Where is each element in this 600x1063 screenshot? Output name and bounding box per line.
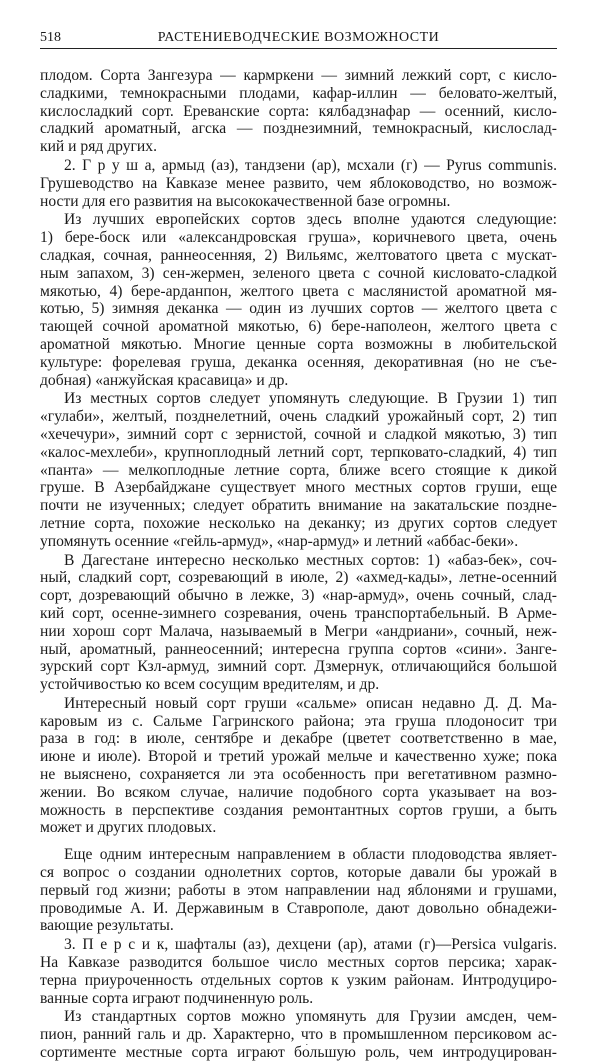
text-line: сладкими, темнокрасными плодами, кафар-иллин — беловато-желтый,	[40, 84, 557, 102]
text-line: нии хорош сорт Малача, называемый в Мегри «андриани», сочный, неж-	[40, 622, 557, 640]
text-line: ный, сладкий сорт, созревающий в июле, 2) «ахмед-кады», летне-осенний	[40, 569, 557, 587]
text-line: упомянуть осенние «гейль-армуд», «нар-армуд» и летний «аббас-беки».	[40, 532, 519, 550]
text-line: первый год жизни; работы в этом направлении над яблонями и грушами,	[40, 881, 557, 899]
text-line: можность в перспективе создания ремонтантных сортов груши, а быть	[40, 801, 557, 819]
paragraph	[40, 67, 557, 156]
text-line: кислосладкий сорт. Ереванские сорта: кялбадзнафар — осенний, кисло-	[40, 102, 557, 120]
text-line: Грушеводство на Кавказе менее развито, чем яблоководство, но возмож-	[40, 174, 557, 192]
text-line: кий и ряд других.	[40, 138, 157, 156]
text-line: ный, ароматный, раннеосенний; интересна группа сортов «сини». Занге-	[40, 640, 557, 658]
paragraph	[40, 695, 557, 837]
text-line: сладкий ароматный, агска — позднезимний, темнокрасный, кислослад-	[40, 120, 557, 138]
paragraph	[40, 1008, 557, 1061]
text-line: каровым из с. Сальме Гагринского района; эта груша плодоносит три	[40, 712, 557, 730]
text-line: плодом. Сорта Зангезура — кармркени — зимний лежкий сорт, с кисло-	[40, 67, 557, 84]
text-line: ным запахом, 3) сен-жермен, зеленого цвета с сочной кисловато-сладкой	[40, 264, 557, 282]
text-line: сортименте местные сорта играют бо́льшую роль, чем интродуцирован-	[40, 1044, 557, 1062]
text-line: котью, 5) зимняя деканка — один из лучших сортов — желтого цвета с	[40, 300, 557, 318]
text-line: Из стандартных сортов можно упомянуть для Грузии амсден, чем-	[64, 1008, 557, 1026]
text-line: тающей сочной ароматной мякотью, 6) бере-наполеон, желтого цвета с	[40, 318, 557, 336]
text-line: «хечечури», зимний сорт с зернистой, сочной и сладкой мякотью, 3) тип	[40, 425, 557, 443]
text-line: вающие результаты.	[40, 917, 174, 935]
text-line: 2. Г р у ш а, армыд (аз), тандзени (ар), мсхали (г) — Pyrus communis.	[64, 156, 557, 174]
paragraph	[40, 846, 557, 935]
text-line: В Дагестане интересно несколько местных сортов: 1) «абаз-бек», соч-	[64, 551, 557, 569]
text-line: ности для его развития на высококачественной базе огромны.	[40, 192, 451, 210]
text-line: Интересный новый сорт груши «сальме» описан недавно Д. Д. Ма-	[64, 694, 557, 712]
text-line: не выяснено, сохраняется ли эта особенность при вегетативном размно-	[40, 766, 557, 784]
text-line: устойчивостью ко всем сосущим вредителям, и др.	[40, 676, 380, 694]
paragraph	[40, 157, 557, 210]
text-line: 1) бере-боск или «александровская груша», коричневого цвета, очень	[40, 229, 557, 247]
text-line: июне и июле). Второй и третий урожай мельче и качественно хуже; пока	[40, 748, 557, 766]
running-title: РАСТЕНИЕВОДЧЕСКИЕ ВОЗМОЖНОСТИ	[157, 30, 440, 45]
text-line: сладкая, сочная, раннеосенняя, 2) Вильямс, желтоватого цвета с мускат-	[40, 246, 557, 264]
text-line: зурский сорт Кзл-армуд, зимний сорт. Дзмернук, отличающийся большой	[40, 658, 557, 676]
text-line: Из лучших европейских сортов здесь вполне удаются следующие:	[64, 211, 557, 229]
text-line: может и других плодовых.	[40, 819, 217, 837]
text-line: Еще одним интересным направлением в области плодоводства являет-	[64, 846, 557, 864]
text-line: На Кавказе разводится большое число местных сортов персика; харак-	[40, 954, 557, 972]
running-header	[40, 28, 557, 49]
text-line: летние сорта, похожие несколько на деканку; из других сортов следует	[40, 514, 557, 532]
text-line: Из местных сортов следует упомянуть следующие. В Грузии 1) тип	[64, 390, 557, 408]
paragraph	[40, 211, 557, 389]
body-text	[40, 67, 557, 1063]
text-line: груше. В Азербайджане существует много местных сортов груши, еще	[40, 479, 557, 497]
text-line: жении. Во всяком случае, наличие подобного сорта указывает на воз-	[40, 783, 557, 801]
text-line: ароматной мякотью. Многие ценные сорта возможны в любительской	[40, 335, 557, 353]
text-line: культуре: форелевая груша, деканка осенняя, декоративная (но не съе-	[40, 353, 557, 371]
text-line: 3. П е р с и к, шафталы (аз), дехцени (ар), атами (г)—Persica vulgaris.	[64, 936, 557, 954]
text-line: почти не изученных; следует обратить внимание на закатальские поздне-	[40, 497, 557, 515]
text-line: кий сорт, осенне-зимнего созревания, очень транспортабельный. В Арме-	[40, 604, 557, 622]
text-line: раза в год: в июле, сентябре и декабре (цветет соответственно в мае,	[40, 730, 557, 748]
text-line: проводимые А. И. Державиным в Ставрополе, дают довольно обнадежи-	[40, 899, 557, 917]
text-line: сорт, дозревающий обычно в лежке, 3) «нар-армуд», очень сочный, слад-	[40, 587, 557, 605]
text-line: пион, ранний галь и др. Характерно, что в промышленном персиковом ас-	[40, 1026, 557, 1044]
text-line: терна приуроченность отдельных сортов к узким районам. Интродуциро-	[40, 971, 557, 989]
text-line: мякотью, 4) бере-арданпон, желтого цвета с маслянистой ароматной мя-	[40, 282, 557, 300]
page-number: 518	[40, 30, 61, 45]
text-line: добная) «анжуйская красавица» и др.	[40, 371, 289, 389]
text-line: «гулаби», желтый, позднелетний, очень сладкий урожайный сорт, 2) тип	[40, 408, 557, 426]
paragraph	[40, 936, 557, 1007]
text-line: «панта» — мелкоплодные летние сорта, ближе всего стоящие к дикой	[40, 461, 557, 479]
text-line: ванные сорта играют подчиненную роль.	[40, 989, 314, 1007]
paragraph	[40, 390, 557, 550]
text-line: ся вопрос о создании однолетних сортов, которые давали бы урожай в	[40, 864, 557, 882]
paragraph	[40, 552, 557, 694]
text-line: «калос-мехлеби», крупноплодный летний сорт, терпковато-сладкий, 4) тип	[40, 443, 557, 461]
